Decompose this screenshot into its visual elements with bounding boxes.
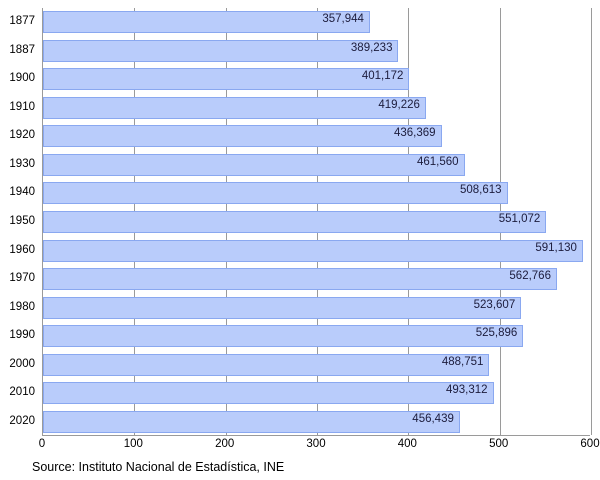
y-axis-label: 1930 xyxy=(9,157,35,170)
x-axis-tick-label: 600 xyxy=(580,438,600,450)
bar-row xyxy=(43,11,590,33)
y-axis-label: 1990 xyxy=(9,329,35,342)
x-axis-tick-label: 100 xyxy=(123,438,143,450)
bar-value-label: 436,369 xyxy=(393,127,436,140)
y-axis-label: 1900 xyxy=(9,72,35,85)
bar[interactable] xyxy=(43,297,521,319)
y-axis-label: 2000 xyxy=(9,357,35,370)
y-axis-label: 1950 xyxy=(9,215,35,227)
bar[interactable] xyxy=(43,382,494,404)
bar-row xyxy=(43,297,590,319)
bar-row xyxy=(43,182,590,204)
bar[interactable] xyxy=(43,268,557,290)
bar-value-label: 357,944 xyxy=(322,13,364,26)
y-axis-label: 1887 xyxy=(9,43,35,56)
bar-row xyxy=(43,411,590,433)
bar[interactable] xyxy=(43,325,523,347)
bar-row xyxy=(43,211,590,233)
bar[interactable] xyxy=(43,411,460,433)
x-axis-tick-label: 200 xyxy=(215,438,235,450)
bar-value-label: 562,766 xyxy=(509,270,551,283)
bar-value-label: 456,439 xyxy=(412,412,454,425)
y-axis-label: 2010 xyxy=(9,386,35,399)
y-axis-label: 2020 xyxy=(9,414,35,427)
bar-value-label: 493,312 xyxy=(445,384,488,397)
y-axis-label: 1920 xyxy=(9,129,35,142)
bar-row xyxy=(43,125,590,147)
bar[interactable] xyxy=(43,240,583,262)
bar-row xyxy=(43,268,590,290)
bar-value-label: 525,896 xyxy=(475,327,518,340)
y-axis-label: 1877 xyxy=(9,15,35,28)
bar[interactable] xyxy=(43,182,508,204)
bar-row xyxy=(43,97,590,119)
bar-value-label: 401,172 xyxy=(361,70,404,83)
y-axis-label: 1910 xyxy=(9,100,35,113)
bar-row xyxy=(43,40,590,62)
x-axis-tick-labels xyxy=(0,438,600,456)
y-axis-label: 1980 xyxy=(9,300,35,313)
bar-value-label: 523,607 xyxy=(473,298,516,311)
bar-value-label: 591,130 xyxy=(535,241,577,254)
bar-value-label: 508,613 xyxy=(459,184,502,197)
x-axis-tick-label: 0 xyxy=(38,438,46,450)
source-note: Source: Instituto Nacional de Estadística, INE xyxy=(32,460,285,474)
x-axis-tick-label: 500 xyxy=(489,438,509,450)
y-axis-label: 1960 xyxy=(9,243,35,256)
bar-row xyxy=(43,154,590,176)
y-axis-label: 1970 xyxy=(9,272,35,285)
bar-series xyxy=(43,8,590,435)
bar-row xyxy=(43,240,590,262)
x-axis-tick-label: 300 xyxy=(306,438,326,450)
x-axis-tick-label: 400 xyxy=(397,438,417,450)
bar-value-label: 389,233 xyxy=(350,41,393,54)
y-axis-label: 1940 xyxy=(9,186,35,199)
bar-row xyxy=(43,354,590,376)
bar[interactable] xyxy=(43,211,546,233)
bar-row xyxy=(43,325,590,347)
bar-value-label: 488,751 xyxy=(441,355,484,368)
bar[interactable] xyxy=(43,354,489,376)
bar-value-label: 461,560 xyxy=(416,155,459,168)
bar-value-label: 551,072 xyxy=(498,213,541,225)
bar[interactable] xyxy=(43,154,465,176)
plot-area xyxy=(42,8,590,436)
bar-row xyxy=(43,68,590,90)
gridline xyxy=(591,8,592,435)
y-axis-category-labels xyxy=(0,8,40,436)
bar-row xyxy=(43,382,590,404)
bar-value-label: 419,226 xyxy=(378,98,420,111)
